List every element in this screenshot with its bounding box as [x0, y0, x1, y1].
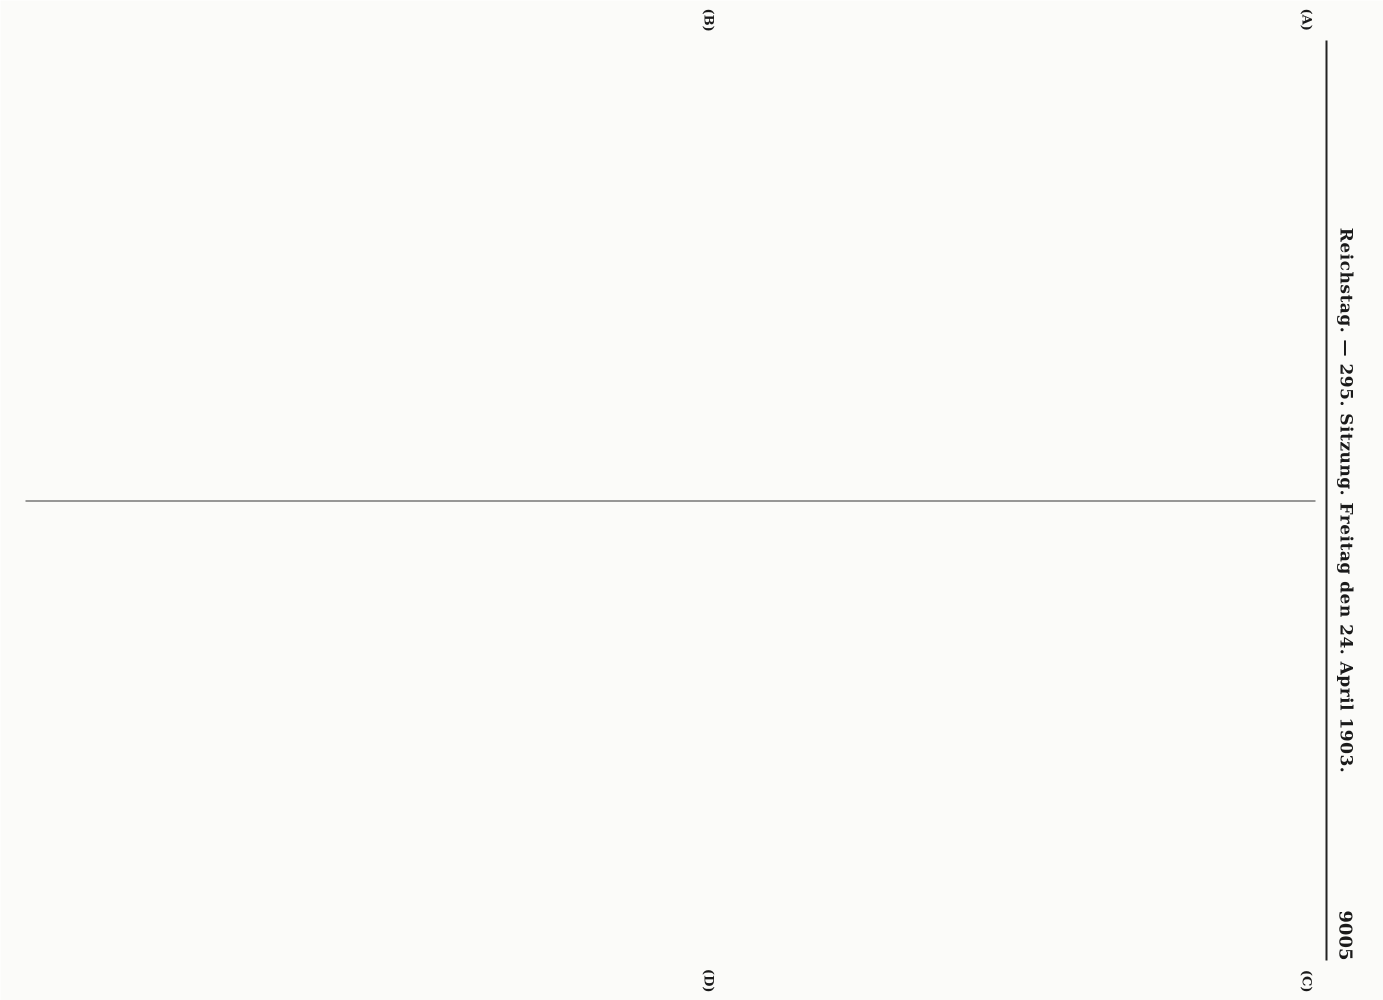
left-column: [25, 40, 1315, 500]
page-number: 9005: [1334, 909, 1355, 960]
margin-marker-c: (C): [1298, 969, 1313, 992]
text-columns: [25, 8, 1315, 992]
running-title: Reichstag. — 295. Sitzung. Freitag den 24. April 1903.: [1335, 227, 1355, 773]
right-column: [25, 501, 1315, 961]
margin-marker-b: (B): [700, 8, 715, 32]
margin-marker-d: (D): [700, 968, 715, 992]
running-head: [1325, 40, 1361, 960]
margin-marker-a: (A): [1298, 8, 1313, 31]
